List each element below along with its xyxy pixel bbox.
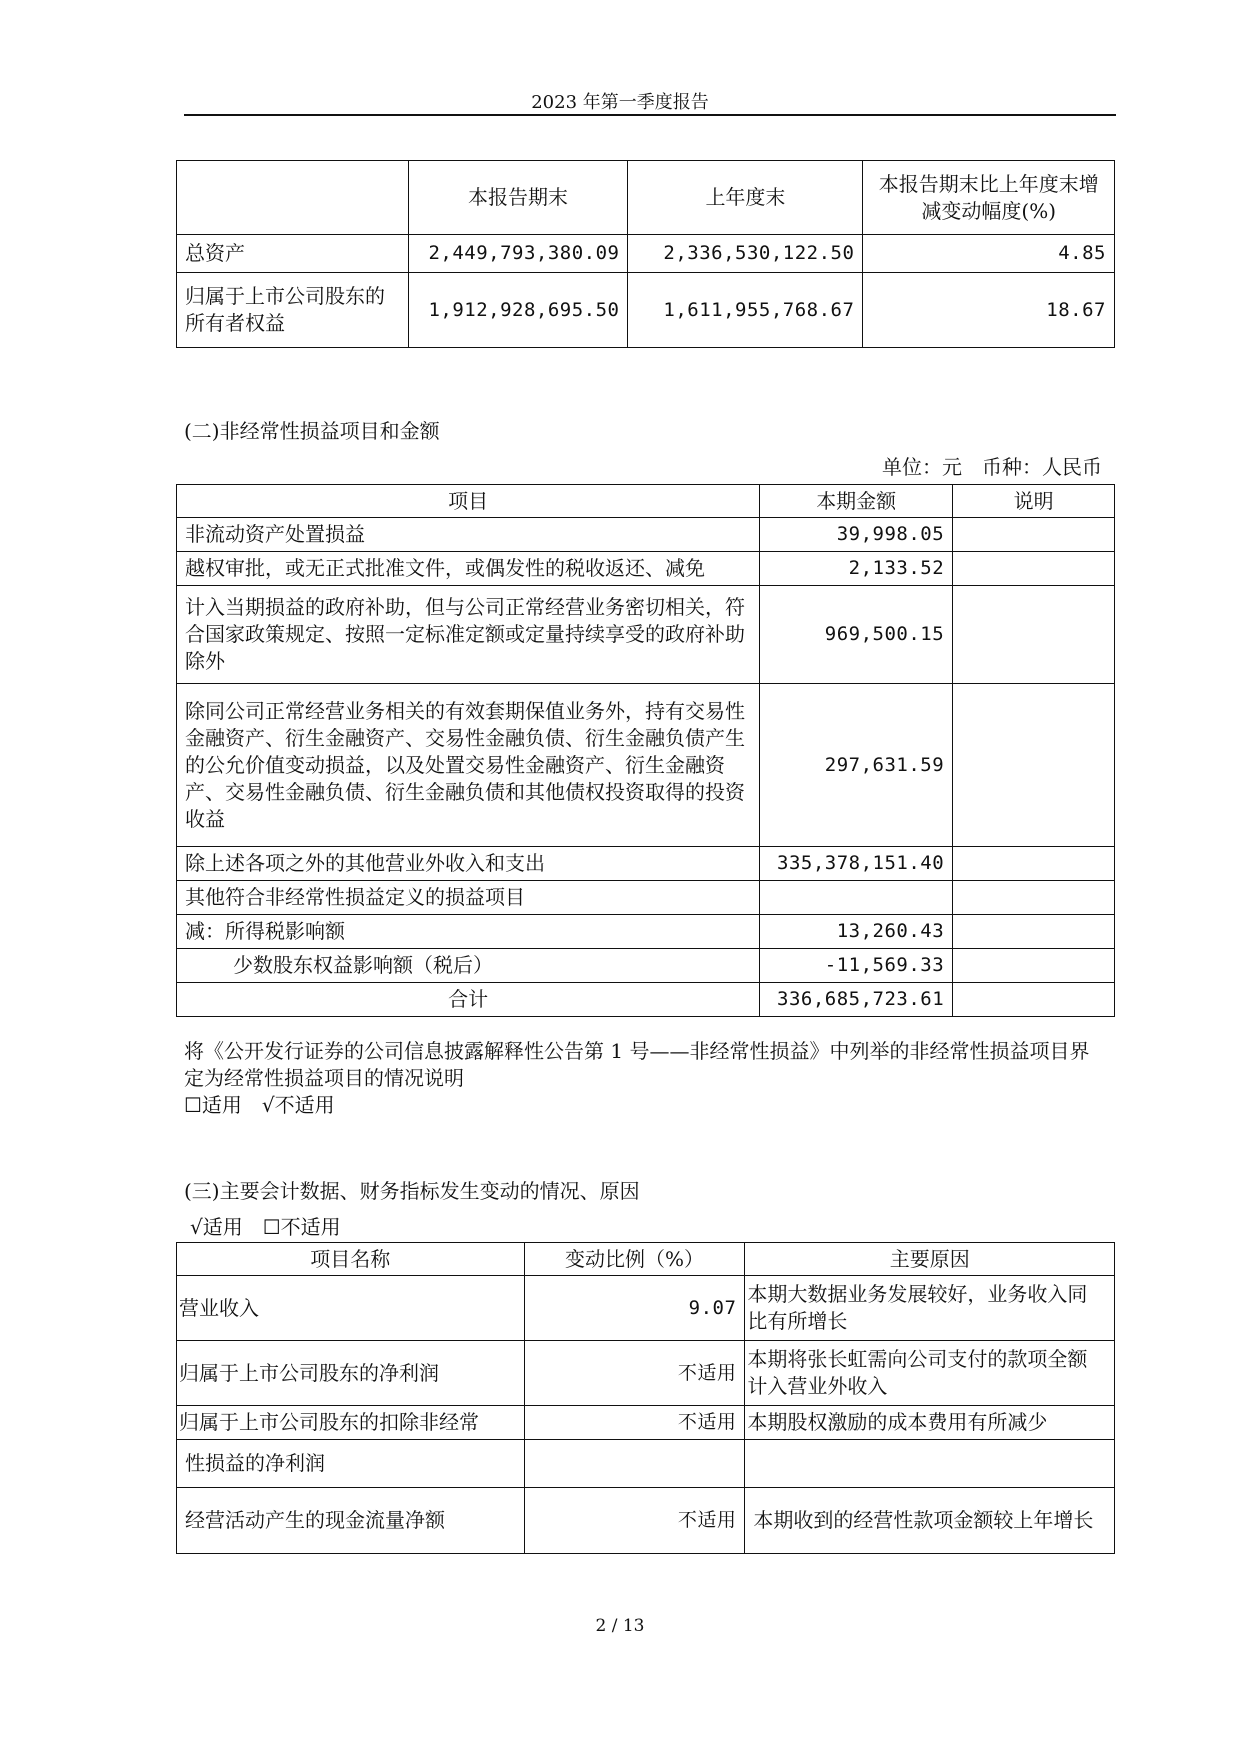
value-prior: 1,611,955,768.67 <box>628 273 863 348</box>
item-cell: 减：所得税影响额 <box>177 915 760 949</box>
value-current: 2,449,793,380.09 <box>408 235 628 273</box>
table-row <box>177 1276 1115 1341</box>
item-cell: 少数股东权益影响额（税后） <box>177 949 760 983</box>
table-row <box>177 1440 1115 1488</box>
note-cell <box>953 915 1115 949</box>
report-header-title: 2023 年第一季度报告 <box>531 92 709 113</box>
note-cell <box>953 949 1115 983</box>
item-cell: 营业收入 <box>177 1276 525 1341</box>
amount-cell: -11,569.33 <box>760 949 953 983</box>
reason-cell: 本期收到的经营性款项金额较上年增长 <box>745 1488 1115 1554</box>
header-cell: 项目 <box>177 485 760 518</box>
ratio-cell: 不适用 <box>524 1341 745 1406</box>
note-cell <box>953 983 1115 1017</box>
table-row <box>177 1406 1115 1440</box>
reason-cell: 本期股权激励的成本费用有所减少 <box>745 1406 1115 1440</box>
explanation-paragraph: 将《公开发行证券的公司信息披露解释性公告第 1 号——非经常性损益》中列举的非经常性损益项目界定为经常性损益项目的情况说明 <box>184 1039 1090 1090</box>
table-row <box>177 552 1115 586</box>
ratio-cell: 9.07 <box>524 1276 745 1341</box>
value-change: 18.67 <box>863 273 1115 348</box>
reason-cell: 本期将张长虹需向公司支付的款项全额计入营业外收入 <box>745 1341 1115 1406</box>
applicability-checkbox-line: ☐适用 √不适用 <box>184 1093 335 1117</box>
table-row <box>177 1341 1115 1406</box>
note-cell <box>953 684 1115 847</box>
item-cell: 归属于上市公司股东的净利润 <box>177 1341 525 1406</box>
amount-cell: 969,500.15 <box>760 586 953 684</box>
header-cell: 本报告期末比上年度末增减变动幅度(%) <box>863 161 1115 235</box>
item-cell: 计入当期损益的政府补助，但与公司正常经营业务密切相关，符合国家政策规定、按照一定标准定额或定量持续享受的政府补助除外 <box>177 586 760 684</box>
section-title: (二)非经常性损益项目和金额 <box>184 419 440 443</box>
page-number: 2 / 13 <box>595 1616 645 1636</box>
section-title: (三)主要会计数据、财务指标发生变动的情况、原因 <box>184 1179 640 1203</box>
note-cell <box>953 586 1115 684</box>
table-row <box>177 881 1115 915</box>
amount-cell: 297,631.59 <box>760 684 953 847</box>
change-reasons-table <box>176 1242 1115 1554</box>
non-recurring-table <box>176 484 1115 1017</box>
item-cell: 合计 <box>177 983 760 1017</box>
note-cell <box>953 847 1115 881</box>
table-row <box>177 586 1115 684</box>
note-cell <box>953 552 1115 586</box>
total-row <box>177 983 1115 1017</box>
amount-cell: 13,260.43 <box>760 915 953 949</box>
row-label: 总资产 <box>177 235 409 273</box>
header-cell: 项目名称 <box>177 1243 525 1276</box>
header-cell: 主要原因 <box>745 1243 1115 1276</box>
table-row <box>177 915 1115 949</box>
table-row <box>177 1488 1115 1554</box>
value-prior: 2,336,530,122.50 <box>628 235 863 273</box>
header-cell: 说明 <box>953 485 1115 518</box>
table-row <box>177 949 1115 983</box>
table-row <box>177 518 1115 552</box>
value-current: 1,912,928,695.50 <box>408 273 628 348</box>
table-row <box>177 847 1115 881</box>
item-cell: 除上述各项之外的其他营业外收入和支出 <box>177 847 760 881</box>
note-cell <box>953 518 1115 552</box>
reason-cell <box>745 1440 1115 1488</box>
ratio-cell: 不适用 <box>524 1488 745 1554</box>
header-cell <box>177 161 409 235</box>
item-cell: 归属于上市公司股东的扣除非经常 <box>177 1406 525 1440</box>
balance-summary-table <box>176 160 1115 348</box>
header-rule <box>184 114 1116 116</box>
amount-cell: 2,133.52 <box>760 552 953 586</box>
header-cell: 变动比例（%） <box>524 1243 745 1276</box>
header-cell: 上年度末 <box>628 161 863 235</box>
table-row <box>177 235 1115 273</box>
item-cell: 除同公司正常经营业务相关的有效套期保值业务外，持有交易性金融资产、衍生金融资产、交易性金融负债、衍生金融负债产生的公允价值变动损益，以及处置交易性金融资产、衍生金融资产、交易性金融负债、衍生金融负债和其他债权投资取得的投资收益 <box>177 684 760 847</box>
item-cell: 越权审批，或无正式批准文件，或偶发性的税收返还、减免 <box>177 552 760 586</box>
applicability-checkbox-line: √适用 ☐不适用 <box>190 1215 341 1239</box>
item-cell: 经营活动产生的现金流量净额 <box>177 1488 525 1554</box>
note-cell <box>953 881 1115 915</box>
table-header-row <box>177 161 1115 235</box>
header-cell: 本报告期末 <box>408 161 628 235</box>
table-header-row <box>177 1243 1115 1276</box>
item-cell: 其他符合非经常性损益定义的损益项目 <box>177 881 760 915</box>
ratio-cell <box>524 1440 745 1488</box>
amount-cell: 336,685,723.61 <box>760 983 953 1017</box>
row-label: 归属于上市公司股东的所有者权益 <box>177 273 409 348</box>
unit-label: 单位：元 币种：人民币 <box>882 455 1102 479</box>
value-change: 4.85 <box>863 235 1115 273</box>
amount-cell <box>760 881 953 915</box>
table-row <box>177 684 1115 847</box>
table-row <box>177 273 1115 348</box>
item-cell: 非流动资产处置损益 <box>177 518 760 552</box>
amount-cell: 39,998.05 <box>760 518 953 552</box>
item-cell: 性损益的净利润 <box>177 1440 525 1488</box>
amount-cell: 335,378,151.40 <box>760 847 953 881</box>
ratio-cell: 不适用 <box>524 1406 745 1440</box>
reason-cell: 本期大数据业务发展较好，业务收入同比有所增长 <box>745 1276 1115 1341</box>
header-cell: 本期金额 <box>760 485 953 518</box>
table-header-row <box>177 485 1115 518</box>
